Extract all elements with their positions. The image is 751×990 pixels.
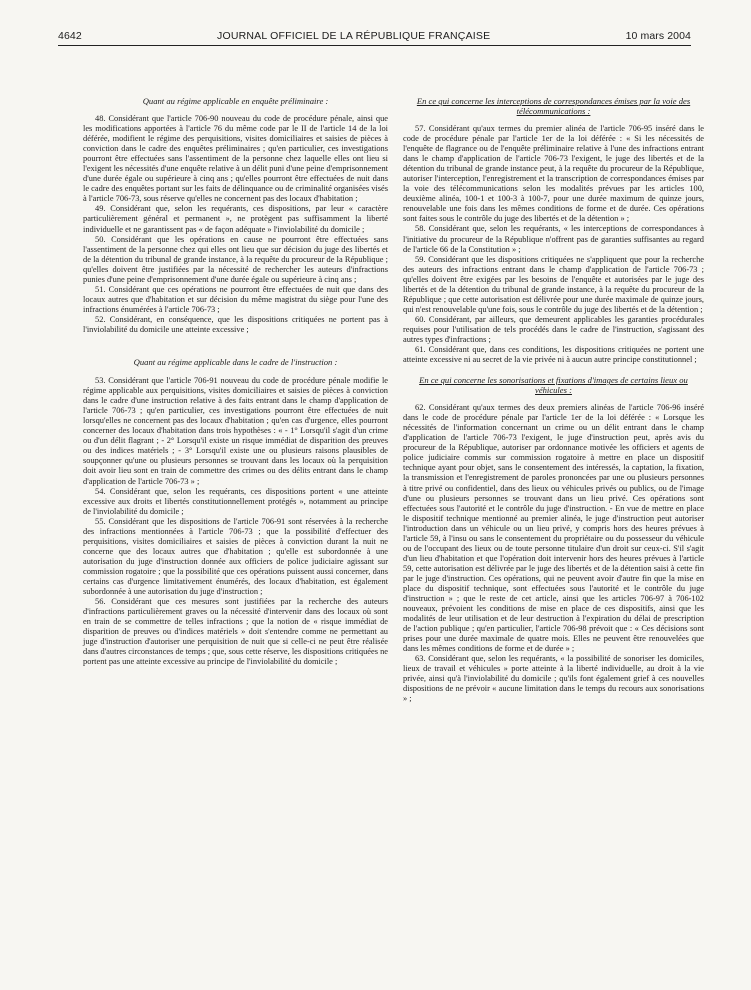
paragraph: 56. Considérant que ces mesures sont justifiées par la recherche des auteurs d'infractions particulièrement graves ou la nécessité d'intervenir dans des locaux où sont en train de se commettre de telles infractions ; que la notion de « risque immédiat de disparition de preuves ou d'indices matériels » doit s'entendre comme ne permettant au juge d'instruction d'autoriser une perquisition de nuit que si celle-ci ne peut être réalisée dans d'autres circonstances de temps ; que, sous cette réserve, les dispositions critiquées ne portent pas une atteinte excessive au principe de l'inviolabilité du domicile ; (83, 597, 388, 667)
issue-date: 10 mars 2004 (625, 30, 691, 42)
paragraph: 50. Considérant que les opérations en cause ne pourront être effectuées sans l'assentiment de la personne chez qui elles ont lieu que sur décision du juge des libertés et de la détention du tribunal de grande instance, à la requête du procureur de la République ; qu'elles doivent être justifiées par la nécessité de rechercher les auteurs d'infractions punies d'une peine d'emprisonnement d'une durée égale ou supérieure à cinq ans ; (83, 234, 388, 284)
page-header (58, 24, 691, 42)
paragraph: 61. Considérant que, dans ces conditions, les dispositions critiquées ne portent une atteinte excessive ni au secret de la vie privée ni à aucun autre principe constitutionnel ; (403, 345, 704, 365)
paragraph: 53. Considérant que l'article 706-91 nouveau du code de procédure pénale modifie le régime applicable aux perquisitions, visites domiciliaires et saisies de pièces à conviction dans le cadre d'une instruction relative à des faits entrant dans le champ d'application de l'article 706-73 ; qu'en particulier, ces investigations pourront être effectuées de nuit lorsqu'elles ne concernent pas des locaux d'habitation ; qu'en cas d'urgence, elles pourront concerner des locaux d'habitation dans trois hypothèses : « - 1° Lorsqu'il s'agit d'un crime ou d'un délit flagrant ; - 2° Lorsqu'il existe un risque immédiat de disparition des preuves ou des indices matériels ; - 3° Lorsqu'il existe une ou plusieurs raisons plausibles de soupçonner qu'une ou plusieurs personnes se trouvant dans les locaux où la perquisition doit avoir lieu sont en train de commettre des crimes ou des délits entrant dans le champ d'application de l'article 706-73 » ; (83, 376, 388, 486)
paragraph: 62. Considérant qu'aux termes des deux premiers alinéas de l'article 706-96 inséré dans le code de procédure pénale par l'article 1er de la loi déférée : « Lorsque les nécessités de l'information concernant un crime ou un délit entrant dans le champ d'application de l'article 706-73 l'exigent, le juge d'instruction peut, après avis du procureur de la République, autoriser par ordonnance motivée les officiers et agents de police judiciaire commis sur commission rogatoire à mettre en place un dispositif technique ayant pour objet, sans le consentement des intéressés, la captation, la fixation, la transmission et l'enregistrement de paroles prononcées par une ou plusieurs personnes à titre privé ou confidentiel, dans des lieux ou véhicules privés ou publics, ou de l'image d'une ou plusieurs personnes se trouvant dans un lieu privé. Ces opérations sont effectuées sous l'autorité et le contrôle du juge d'instruction. - En vue de mettre en place le dispositif technique mentionné au premier alinéa, le juge d'instruction peut autoriser l'introduction dans un véhicule ou un lieu privé, y compris hors des heures prévues à l'article 59, à l'insu ou sans le consentement du propriétaire ou du possesseur du véhicule ou de l'occupant des lieux ou de toute personne titulaire d'un droit sur ceux-ci. S'il s'agit d'un lieu d'habitation et que l'opération doit intervenir hors des heures prévues à l'article 59, cette autorisation est délivrée par le juge des libertés et de la détention saisi à cette fin par le juge d'instruction. Ces opérations, qui ne peuvent avoir d'autre fin que la mise en place du dispositif technique, sont effectuées sous l'autorité et le contrôle du juge d'instruction » ; que le reste de cet article, ainsi que les articles 706-97 à 706-102 nouveaux, prévoient les conditions de mise en place de ces dispositifs, ainsi que les modalités de leur utilisation et de leur destruction à l'expiration du délai de prescription de l'action publique ; qu'en particulier, l'article 706-98 prévoit que : « Ces décisions sont prises pour une durée maximale de quatre mois. Elles ne peuvent être renouvelées que dans les mêmes conditions de forme et de durée » ; (403, 403, 704, 654)
section-heading-text: En ce qui concerne les interceptions de correspondances émises par la voie des télécommunications : (416, 96, 691, 116)
paragraph: 58. Considérant que, selon les requérants, « les interceptions de correspondances à l'initiative du procureur de la République n'offrent pas de garanties suffisantes au regard de l'article 66 de la Constitution » ; (403, 224, 704, 254)
paragraph: 60. Considérant, par ailleurs, que demeurent applicables les garanties procédurales requises pour l'utilisation de tels procédés dans le cadre de l'instruction, s'agissant des autres types d'infractions ; (403, 314, 704, 344)
section-heading (403, 96, 704, 116)
paragraph: 48. Considérant que l'article 706-90 nouveau du code de procédure pénale, ainsi que les modifications apportées à l'article 76 du même code par le II de l'article 14 de la loi déférée, modifient le régime des perquisitions, visites domiciliaires et saisies de pièces à conviction dans le cadre des enquêtes préliminaires ; qu'en particulier, ces investigations pourront être effectuées sans l'assentiment de la personne chez laquelle elles ont lieu si l'exigent les nécessités d'une enquête relative à un délit puni d'une peine d'emprisonnement d'une durée égale ou supérieure à cinq ans ; qu'elles pourront être effectuées de nuit dans le cadre des enquêtes portant sur les faits de délinquance ou de criminalité organisées visés à l'article 706-73, sous réserve qu'elles ne concernent pas des locaux d'habitation ; (83, 114, 388, 204)
paragraph: 55. Considérant que les dispositions de l'article 706-91 sont réservées à la recherche des infractions mentionnées à l'article 706-73 ; que la possibilité d'effectuer des perquisitions, visites domiciliaires et saisies de pièces à conviction durant la nuit ne concerne que des locaux autres que d'habitation ; qu'elle est subordonnée à une autorisation du juge d'instruction donnée aux officiers de police judiciaire agissant sur commission rogatoire ; que la possibilité que ces opérations puissent aussi concerner, dans certains cas d'urgence limitativement énumérés, des locaux d'habitation, est également subordonnée à une autorisation du juge d'instruction ; (83, 516, 388, 597)
journal-title: JOURNAL OFFICIEL DE LA RÉPUBLIQUE FRANÇAISE (217, 30, 491, 42)
right-column (403, 96, 704, 705)
paragraph: 51. Considérant que ces opérations ne pourront être effectuées de nuit que dans des locaux autres que d'habitation et sur décision du même magistrat du siège pour l'une des infractions énumérées à l'article 706-73 ; (83, 284, 388, 314)
paragraph: 57. Considérant qu'aux termes du premier alinéa de l'article 706-95 inséré dans le code de procédure pénale par l'article 1er de la loi déférée : « Si les nécessités de l'enquête de flagrance ou de l'enquête préliminaire relative à l'une des infractions entrant dans le champ d'application de l'article 706-73 l'exigent, le juge des libertés et de la détention du tribunal de grande instance peut, à la requête du procureur de la République, autoriser l'interception, l'enregistrement et la transcription de correspondances émises par la voie des télécommunications selon les modalités prévues par les articles 100, deuxième alinéa, 100-1 et 100-3 à 100-7, pour une durée maximum de quinze jours, renouvelable une fois dans les mêmes conditions de forme et de durée. Ces opérations sont faites sous le contrôle du juge des libertés et de la détention » ; (403, 124, 704, 224)
section-heading: Quant au régime applicable dans le cadre de l'instruction : (133, 357, 338, 368)
page-number: 4642 (58, 30, 82, 42)
paragraph: 49. Considérant que, selon les requérants, ces dispositions, par leur « caractère particulièrement général et permanent », ne protègent pas suffisamment la liberté individuelle et ne garantissent pas « de façon adéquate » l'inviolabilité du domicile ; (83, 204, 388, 234)
paragraph: 63. Considérant que, selon les requérants, « la possibilité de sonoriser les domiciles, lieux de travail et véhicules » porte atteinte à la liberté individuelle, au droit à la vie privée, ainsi qu'à l'inviolabilité du domicile ; qu'ils font également grief à ces nouvelles dispositions de ne prévoir « aucune limitation dans le temps du recours aux sonorisations » ; (403, 654, 704, 704)
paragraph: 54. Considérant que, selon les requérants, ces dispositions portent « une atteinte excessive aux droits et libertés constitutionnellement protégés », notamment au principe de l'inviolabilité du domicile ; (83, 486, 388, 516)
section-heading-text: En ce qui concerne les sonorisations et fixations d'images de certains lieux ou véhicules : (419, 375, 688, 396)
left-column (83, 96, 388, 667)
paragraph: 59. Considérant que les dispositions critiquées ne s'appliquent que pour la recherche des auteurs des infractions entrant dans le champ d'application de l'article 706-73 ; qu'elles doivent être exigées par les besoins de l'enquête et autorisées par le juge des libertés et de la détention du tribunal de grande instance, à la requête du procureur de la République ; que cette autorisation est délivrée pour une durée maximale de quinze jours, qui n'est renouvelable qu'une fois, sous le contrôle du juge des libertés et de la détention ; (403, 254, 704, 314)
header-rule (58, 45, 691, 46)
section-heading: Quant au régime applicable en enquête préliminaire : (142, 96, 329, 106)
section-heading (403, 375, 704, 395)
paragraph: 52. Considérant, en conséquence, que les dispositions critiquées ne portent pas à l'inviolabilité du domicile une atteinte excessive ; (83, 314, 388, 334)
